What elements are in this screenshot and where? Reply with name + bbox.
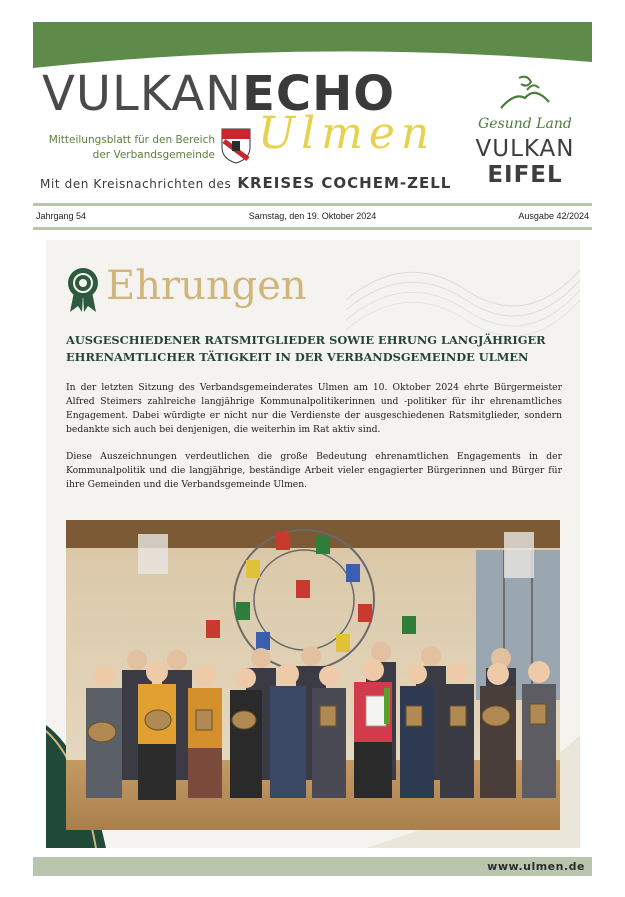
group-photo [66, 520, 560, 830]
top-green-band [33, 22, 592, 68]
coat-of-arms-icon [220, 127, 252, 165]
info-rule-top [33, 203, 592, 206]
vulkaneifel-brand-logo [463, 72, 587, 196]
issue-number: Ausgabe 42/2024 [518, 211, 589, 221]
article-subheadline: AUSGESCHIEDENER RATSMITGLIEDER SOWIE EHRUNG LANGJÄHRIGER EHRENAMTLICHER TÄTIGKEIT IN DER VERBANDSGEMEINDE ULMEN [66, 333, 546, 364]
info-rule-bottom [33, 227, 592, 230]
volume-label: Jahrgang 54 [36, 211, 87, 221]
brand-line-2: EIFEL [487, 162, 563, 188]
footer-website: www.ulmen.de [487, 860, 585, 873]
masthead-subtitle [40, 133, 215, 163]
kreis-line [40, 174, 451, 193]
masthead-title-bold: ECHO [242, 66, 396, 122]
subtitle-line-2: der Verbandsgemeinde [92, 149, 215, 161]
masthead-place-script: Ulmen [258, 108, 436, 159]
brand-script: Gesund Land [478, 116, 572, 132]
gesundland-logo-icon [497, 72, 553, 114]
article-paragraph-2: Diese Auszeichnungen verdeutlichen die große Bedeutung ehrenamtlichen Engagements in der Kommunalpolitik und die langjährige, beständige Arbeit vieler engagierter Bürgerinnen und Bürger für ihre Gemeinden und die Verbandsgemeinde Ulmen. [66, 451, 562, 490]
award-rosette-icon [66, 266, 100, 314]
info-bar [33, 208, 592, 226]
article-headline: Ehrungen [106, 263, 307, 309]
kreis-name: KREISES COCHEM-ZELL [237, 174, 452, 192]
brand-line-1: VULKAN [475, 136, 575, 162]
article-paragraph-1: In der letzten Sitzung des Verbandsgemeinderates Ulmen am 10. Oktober 2024 ehrte Bürgermeister Alfred Steimers zahlreiche langjährige Kommunalpolitikerinnen und -politiker für ihr ehrenamtliches Engagement. Dabei würdigte er nicht nur die Verdienste der ausgeschiedenen Ratsmitglieder, sondern bedankte sich auch bei denjenigen, die weiterhin im Rat aktiv sind. [66, 382, 562, 435]
article-panel [46, 240, 580, 848]
masthead-title-thin: VULKAN [42, 66, 243, 122]
issue-date: Samstag, den 19. Oktober 2024 [248, 211, 377, 221]
subtitle-line-1: Mitteilungsblatt für den Bereich [48, 134, 215, 146]
footer-bar [33, 857, 592, 876]
kreis-prefix: Mit den Kreisnachrichten des [40, 177, 232, 191]
